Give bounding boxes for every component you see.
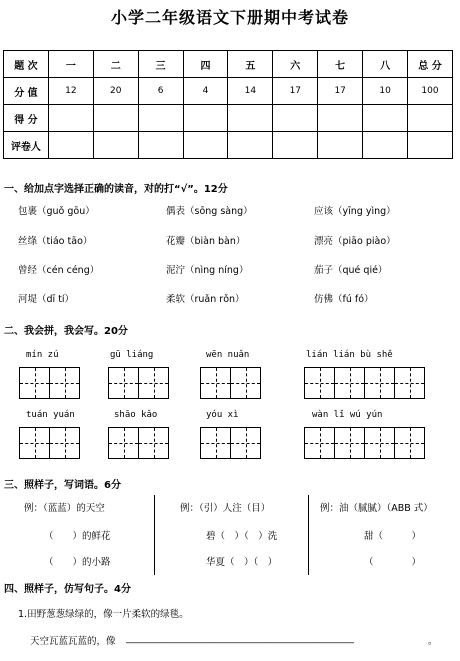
points-cell: 4 bbox=[183, 78, 228, 105]
grader-row bbox=[4, 132, 453, 159]
points-cell: 12 bbox=[48, 78, 93, 105]
pinyin-choice-item[interactable]: 包裹（guǒ gōu） bbox=[18, 206, 95, 217]
grader-cell[interactable] bbox=[93, 132, 138, 159]
score-cell[interactable] bbox=[228, 105, 273, 132]
example-phrase: 例：（蓝蓝）的天空 bbox=[24, 503, 105, 514]
points-cell: 17 bbox=[273, 78, 318, 105]
score-row bbox=[4, 105, 453, 132]
pinyin-prompt: yóu xì bbox=[206, 410, 239, 420]
points-cell: 10 bbox=[363, 78, 408, 105]
character-writing-grid[interactable] bbox=[19, 367, 80, 399]
fill-in-phrase[interactable]: （ ）的小路 bbox=[44, 557, 111, 568]
example-phrase: 例：（引）人注（目） bbox=[180, 503, 271, 514]
pinyin-choice-item[interactable]: 泥泞（nìng níng） bbox=[166, 265, 249, 276]
fill-in-phrase[interactable]: 碧（ ）（ ）洗 bbox=[206, 531, 278, 542]
character-writing-grid[interactable] bbox=[304, 367, 425, 399]
score-cell[interactable] bbox=[363, 105, 408, 132]
pinyin-prompt: wàn lǐ wú yún bbox=[312, 410, 383, 420]
pinyin-choice-item[interactable]: 花瓣（biàn bàn） bbox=[166, 236, 246, 247]
column-header: 八 bbox=[363, 51, 408, 78]
pinyin-choice-item[interactable]: 丝绦（tiáo tāo） bbox=[18, 236, 93, 247]
column-divider bbox=[308, 495, 309, 575]
section2-heading: 二、我会拼，我会写。20分 bbox=[4, 326, 128, 337]
column-header: 三 bbox=[138, 51, 183, 78]
character-writing-grid[interactable] bbox=[200, 367, 261, 399]
score-cell[interactable] bbox=[183, 105, 228, 132]
pinyin-prompt: shāo kǎo bbox=[114, 410, 158, 420]
column-header: 一 bbox=[48, 51, 93, 78]
pinyin-choice-item[interactable]: 仿佛（fú fó） bbox=[314, 294, 374, 305]
pinyin-prompt: lián lián bù shě bbox=[306, 350, 393, 360]
points-cell: 100 bbox=[408, 78, 453, 105]
header-label: 题 次 bbox=[4, 51, 49, 78]
pinyin-choice-item[interactable]: 河堤（dī tí） bbox=[18, 294, 75, 305]
grader-cell[interactable] bbox=[273, 132, 318, 159]
points-cell: 20 bbox=[93, 78, 138, 105]
column-header: 四 bbox=[183, 51, 228, 78]
section3-heading: 三、照样子，写词语。6分 bbox=[4, 480, 121, 491]
score-cell[interactable] bbox=[318, 105, 363, 132]
character-writing-grid[interactable] bbox=[200, 427, 261, 459]
score-cell[interactable] bbox=[408, 105, 453, 132]
score-cell[interactable] bbox=[138, 105, 183, 132]
grader-label: 评卷人 bbox=[4, 132, 49, 159]
grader-cell[interactable] bbox=[408, 132, 453, 159]
points-label: 分 值 bbox=[4, 78, 49, 105]
grader-cell[interactable] bbox=[363, 132, 408, 159]
column-header: 总 分 bbox=[408, 51, 453, 78]
pinyin-prompt: tuán yuán bbox=[26, 410, 75, 420]
score-table-header-row bbox=[4, 51, 453, 78]
character-writing-grid[interactable] bbox=[304, 427, 425, 459]
character-writing-grid[interactable] bbox=[108, 427, 169, 459]
score-cell[interactable] bbox=[93, 105, 138, 132]
column-header: 五 bbox=[228, 51, 273, 78]
points-cell: 6 bbox=[138, 78, 183, 105]
character-writing-grid[interactable] bbox=[19, 427, 80, 459]
pinyin-prompt: gū liáng bbox=[110, 350, 154, 360]
grader-cell[interactable] bbox=[48, 132, 93, 159]
fill-in-phrase[interactable]: （ ） bbox=[364, 557, 422, 568]
grader-cell[interactable] bbox=[318, 132, 363, 159]
fill-in-phrase[interactable]: 甜（ ） bbox=[364, 531, 422, 542]
fill-in-phrase[interactable]: （ ）的鲜花 bbox=[44, 531, 111, 542]
score-cell[interactable] bbox=[273, 105, 318, 132]
pinyin-choice-item[interactable]: 曾经（cén céng） bbox=[18, 265, 100, 276]
grader-cell[interactable] bbox=[183, 132, 228, 159]
pinyin-choice-item[interactable]: 茄子（qué qié） bbox=[314, 265, 388, 276]
pinyin-choice-item[interactable]: 柔软（ruǎn rǒn） bbox=[166, 294, 245, 305]
pinyin-prompt: mín zú bbox=[26, 350, 59, 360]
sentence-prompt: 天空瓦蓝瓦蓝的，像 bbox=[30, 636, 116, 647]
pinyin-choice-item[interactable]: 应该（yīng yìng） bbox=[314, 206, 396, 217]
score-cell[interactable] bbox=[48, 105, 93, 132]
column-header: 六 bbox=[273, 51, 318, 78]
pinyin-choice-item[interactable]: 漂亮（piāo piào） bbox=[314, 236, 396, 247]
column-divider bbox=[154, 495, 155, 575]
score-label: 得 分 bbox=[4, 105, 49, 132]
points-cell: 14 bbox=[228, 78, 273, 105]
pinyin-choice-item[interactable]: 偶表（sōng sàng） bbox=[166, 206, 253, 217]
example-sentence: 1.田野葱葱绿绿的，像一片柔软的绿毯。 bbox=[18, 609, 189, 620]
example-phrase: 例：油（腻腻）（ABB 式） bbox=[320, 503, 433, 514]
points-cell: 17 bbox=[318, 78, 363, 105]
points-row bbox=[4, 78, 453, 105]
answer-blank[interactable]: ________________________________________________ bbox=[126, 633, 354, 644]
column-header: 二 bbox=[93, 51, 138, 78]
section1-heading: 一、给加点字选择正确的读音，对的打“√”。12分 bbox=[4, 184, 228, 195]
fill-in-phrase[interactable]: 华夏（ ）（ ） bbox=[206, 557, 278, 568]
column-header: 七 bbox=[318, 51, 363, 78]
sentence-end-period: 。 bbox=[428, 636, 438, 647]
grader-cell[interactable] bbox=[138, 132, 183, 159]
pinyin-prompt: wēn nuǎn bbox=[206, 350, 250, 360]
section4-heading: 四、照样子，仿写句子。4分 bbox=[4, 584, 131, 595]
character-writing-grid[interactable] bbox=[108, 367, 169, 399]
grader-cell[interactable] bbox=[228, 132, 273, 159]
score-table bbox=[3, 50, 453, 159]
page-title: 小学二年级语文下册期中考试卷 bbox=[110, 8, 349, 27]
